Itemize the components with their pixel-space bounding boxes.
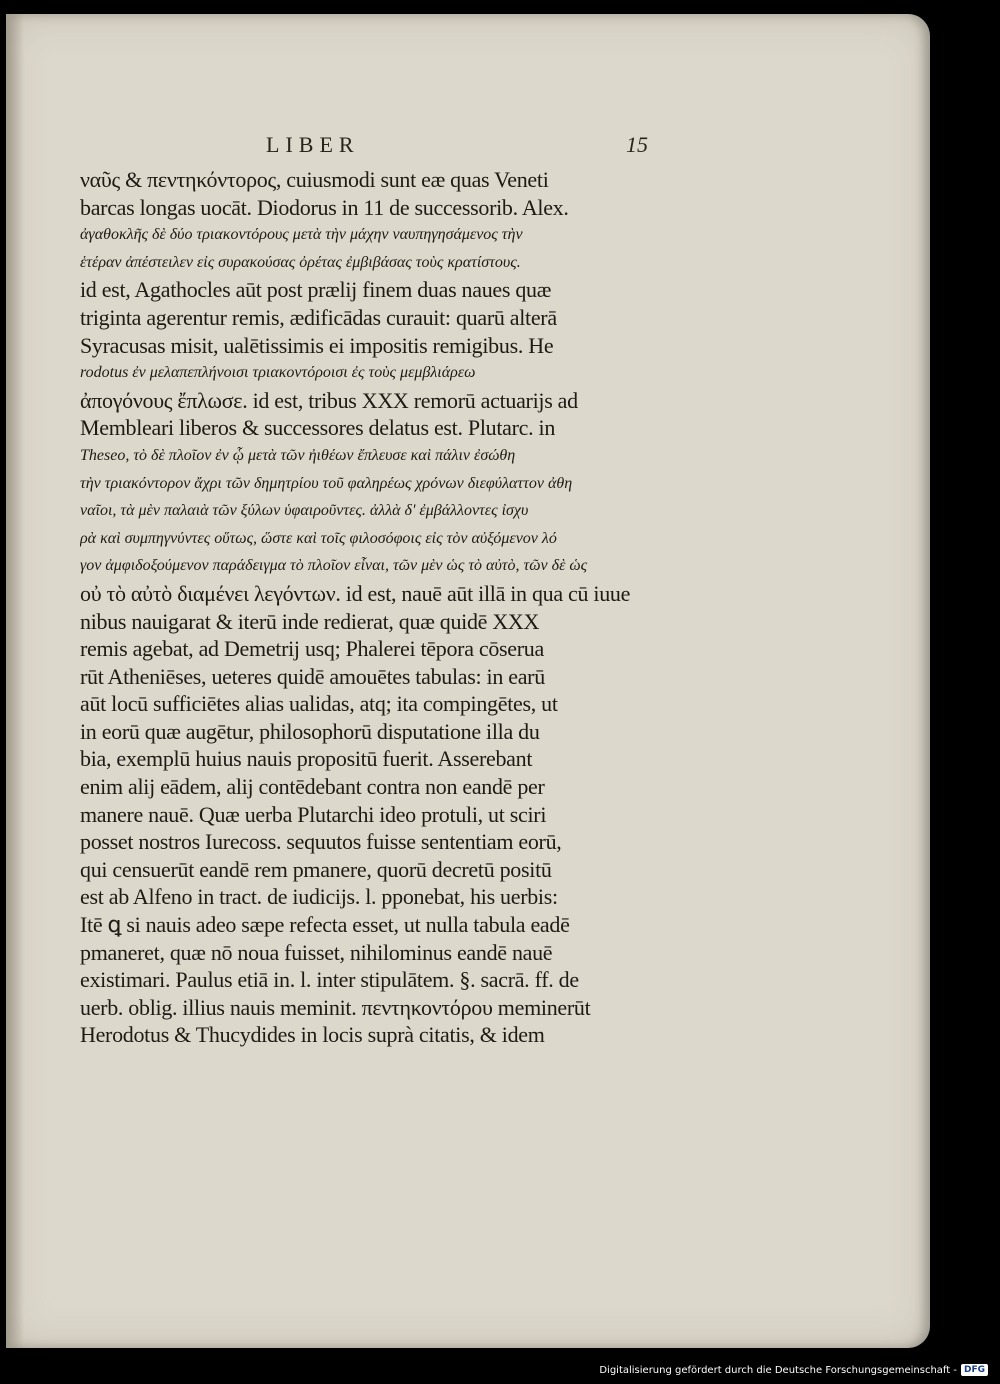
latin-text-line: enim alij eādem, alij contēdebant contra non eandē per xyxy=(80,774,545,800)
latin-text-line: nibus nauigarat & iterū inde redierat, quæ quidē XXX xyxy=(80,608,540,634)
latin-text-line: qui censuerūt eandē rem pmanere, quorū decretū positū xyxy=(80,856,552,882)
greek-text-line: ρὰ καὶ συμπηγνύντες οὕτως, ὥστε καὶ τοῖς φιλοσόφοις εἰς τὸν αὐξόμενον λό xyxy=(80,529,557,547)
greek-text-line: ἑτέραν ἀπέστειλεν εἰς συρακούσας ὀρέτας ἐμβιβάσας τοὺς κρατίστους. xyxy=(80,253,521,271)
latin-text-line: barcas longas uocāt. Diodorus in 11 de successorib. Alex. xyxy=(80,194,569,220)
latin-text-line: Membleari liberos & successores delatus est. Plutarc. in xyxy=(80,415,556,441)
dfg-logo: DFG xyxy=(961,1364,988,1376)
latin-text-line: posset nostros Iurecoss. sequutos fuisse sententiam eorū, xyxy=(80,829,562,855)
latin-text-line: remis agebat, ad Demetrij usq; Phalerei tēpora cōserua xyxy=(80,636,544,662)
greek-text-line: ναῖοι, τὰ μὲν παλαιὰ τῶν ξύλων ὑφαιροῦντες. ἀλλὰ δ' ἐμβάλλοντες ἰσχυ xyxy=(80,502,529,520)
latin-text-line: Syracusas misit, ualētissimis ei impositis remigibus. He xyxy=(80,332,554,358)
greek-text-line: τὴν τριακόντορον ἄχρι τῶν δημητρίου τοῦ φαληρέως χρόνων διεφύλαττον ἀθη xyxy=(80,474,573,492)
page-header xyxy=(6,132,930,162)
latin-text-line: aūt locū sufficiētes alias ualidas, atq; ita compingētes, ut xyxy=(80,691,558,717)
book-page xyxy=(6,14,930,1348)
latin-text-line: est ab Alfeno in tract. de iudicijs. l. pponebat, his uerbis: xyxy=(80,884,558,910)
latin-text-line: ἀπογόνους ἔπλωσε. id est, tribus XXX remorū actuarijs ad xyxy=(80,387,578,413)
latin-text-line: Herodotus & Thucydides in locis suprà citatis, & idem xyxy=(80,1022,545,1048)
latin-text-line: existimari. Paulus etiā in. l. inter stipulātem. §. sacrā. ff. de xyxy=(80,967,579,993)
latin-text-line: rūt Atheniēses, ueteres quidē amouētes tabulas: in earū xyxy=(80,663,545,689)
latin-text-line: uerb. oblig. illius nauis meminit. πεντηκοντόρου meminerūt xyxy=(80,994,591,1020)
latin-text-line: οὐ τὸ αὐτὸ διαμένει λεγόντων. id est, nauē aūt illā in qua cū iuue xyxy=(80,580,631,606)
running-head: LIBER xyxy=(266,132,360,157)
latin-text-line: triginta agerentur remis, ædificādas curauit: quarū alterā xyxy=(80,304,557,330)
credit-text: Digitalisierung gefördert durch die Deutsche Forschungsgemeinschaft - xyxy=(599,1364,957,1376)
latin-text-line: manere nauē. Quæ uerba Plutarchi ideo protuli, ut sciri xyxy=(80,801,547,827)
latin-text-line: pmaneret, quæ nō noua fuisset, nihilominus eandē nauē xyxy=(80,939,553,965)
digitization-credit xyxy=(599,1364,988,1376)
greek-text-line: rodotus ἐν μελαπεπλήνοισι τριακοντόροισι ἐς τοὺς μεμβλιάρεω xyxy=(80,364,476,382)
greek-text-line: ἀγαθοκλῆς δὲ δύο τριακοντόρους μετὰ τὴν μάχην ναυπηγησάμενος τὴν xyxy=(80,226,523,244)
text-block xyxy=(80,166,680,1049)
greek-text-line: γον ἀμφιδοξούμενον παράδειγμα τὸ πλοῖον εἶναι, τῶν μὲν ὡς τὸ αὐτὸ, τῶν δὲ ὡς xyxy=(80,557,588,575)
greek-text-line: Theseo, τὸ δὲ πλοῖον ἐν ᾧ μετὰ τῶν ἠιθέων ἔπλευσε καὶ πάλιν ἐσώθη xyxy=(80,446,516,464)
latin-text-line: in eorū quæ augētur, philosophorū disputatione illa du xyxy=(80,718,540,744)
page-number: 15 xyxy=(626,132,648,157)
latin-text-line: ναῦς & πεντηκόντορος, cuiusmodi sunt eæ quas Veneti xyxy=(80,167,549,192)
latin-text-line: bia, exemplū huius nauis propositū fuerit. Asserebant xyxy=(80,746,533,772)
latin-text-line: id est, Agathocles aūt post prælij finem duas naues quæ xyxy=(80,277,552,303)
latin-text-line: Itē ꝗ si nauis adeo sæpe refecta esset, ut nulla tabula eadē xyxy=(80,912,570,938)
